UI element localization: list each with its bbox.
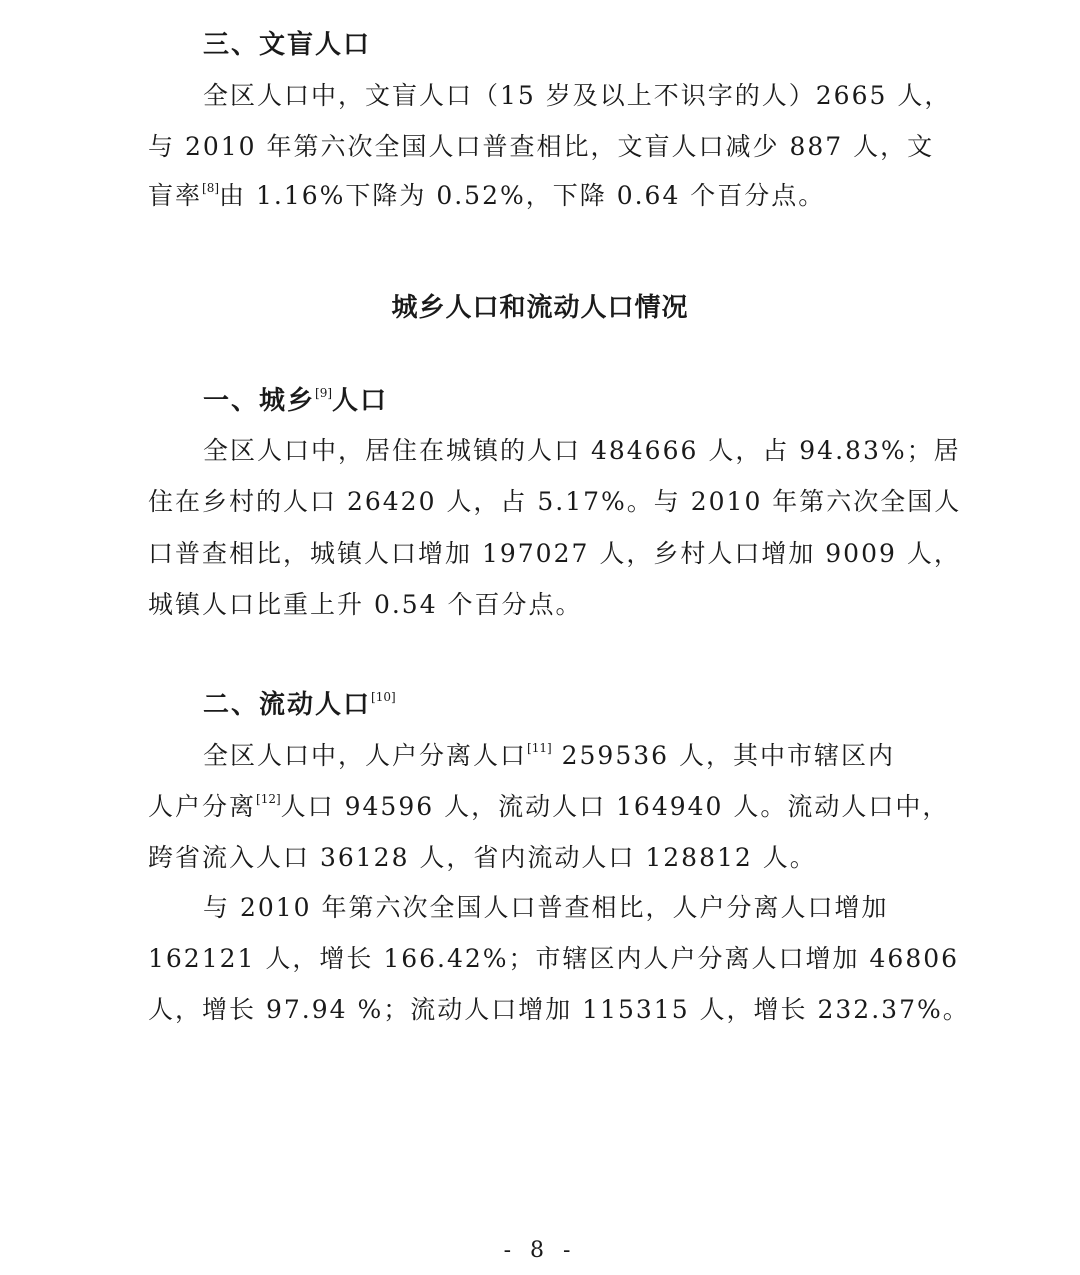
paragraph-line: 城镇人口比重上升 0.54 个百分点。	[148, 590, 583, 619]
text-fragment: 由 1.16%下降为 0.52%，下降 0.64 个百分点。	[219, 181, 826, 210]
paragraph-line: 住在乡村的人口 26420 人，占 5.17%。与 2010 年第六次全国人	[148, 487, 962, 516]
footnote-ref-12: [12]	[256, 792, 281, 806]
page-number: - 8 -	[503, 1238, 577, 1263]
section-heading-urban-rural	[203, 380, 388, 417]
paragraph-line: 162121 人，增长 166.42%；市辖区内人户分离人口增加 46806	[148, 944, 960, 973]
paragraph-line: 跨省流入人口 36128 人，省内流动人口 128812 人。	[148, 843, 817, 872]
text-fragment: 盲率	[148, 181, 203, 210]
section-heading-floating	[203, 684, 396, 721]
paragraph-line	[203, 736, 895, 772]
paragraph-line: 与 2010 年第六次全国人口普查相比，人户分离人口增加	[203, 893, 889, 922]
footnote-ref-11: [11]	[527, 741, 552, 755]
paragraph-line: 口普查相比，城镇人口增加 197027 人，乡村人口增加 9009 人，	[148, 539, 961, 568]
paragraph-line	[148, 176, 825, 212]
footnote-ref-8: [8]	[202, 181, 220, 195]
text-fragment: 人户分离	[148, 792, 257, 821]
text-fragment: 259536 人，其中市辖区内	[551, 741, 895, 770]
chapter-title: 城乡人口和流动人口情况	[391, 293, 689, 323]
heading-fragment: 人口	[332, 386, 389, 416]
paragraph-line: 人，增长 97.94 %；流动人口增加 115315 人，增长 232.37%。	[148, 995, 970, 1024]
text-fragment: 人口 94596 人，流动人口 164940 人。流动人口中，	[280, 792, 950, 821]
text-fragment: 全区人口中，人户分离人口	[203, 741, 528, 770]
section-heading-illiteracy: 三、文盲人口	[203, 30, 372, 60]
heading-fragment: 二、流动人口	[203, 690, 372, 720]
paragraph-line: 与 2010 年第六次全国人口普查相比，文盲人口减少 887 人，文	[148, 132, 935, 161]
footnote-ref-10: [10]	[371, 690, 396, 704]
footnote-ref-9: [9]	[315, 386, 333, 400]
paragraph-line: 全区人口中，文盲人口（15 岁及以上不识字的人）2665 人，	[203, 81, 952, 110]
paragraph-line: 全区人口中，居住在城镇的人口 484666 人，占 94.83%；居	[203, 436, 961, 465]
paragraph-line	[148, 787, 949, 823]
heading-fragment: 一、城乡	[203, 386, 316, 416]
